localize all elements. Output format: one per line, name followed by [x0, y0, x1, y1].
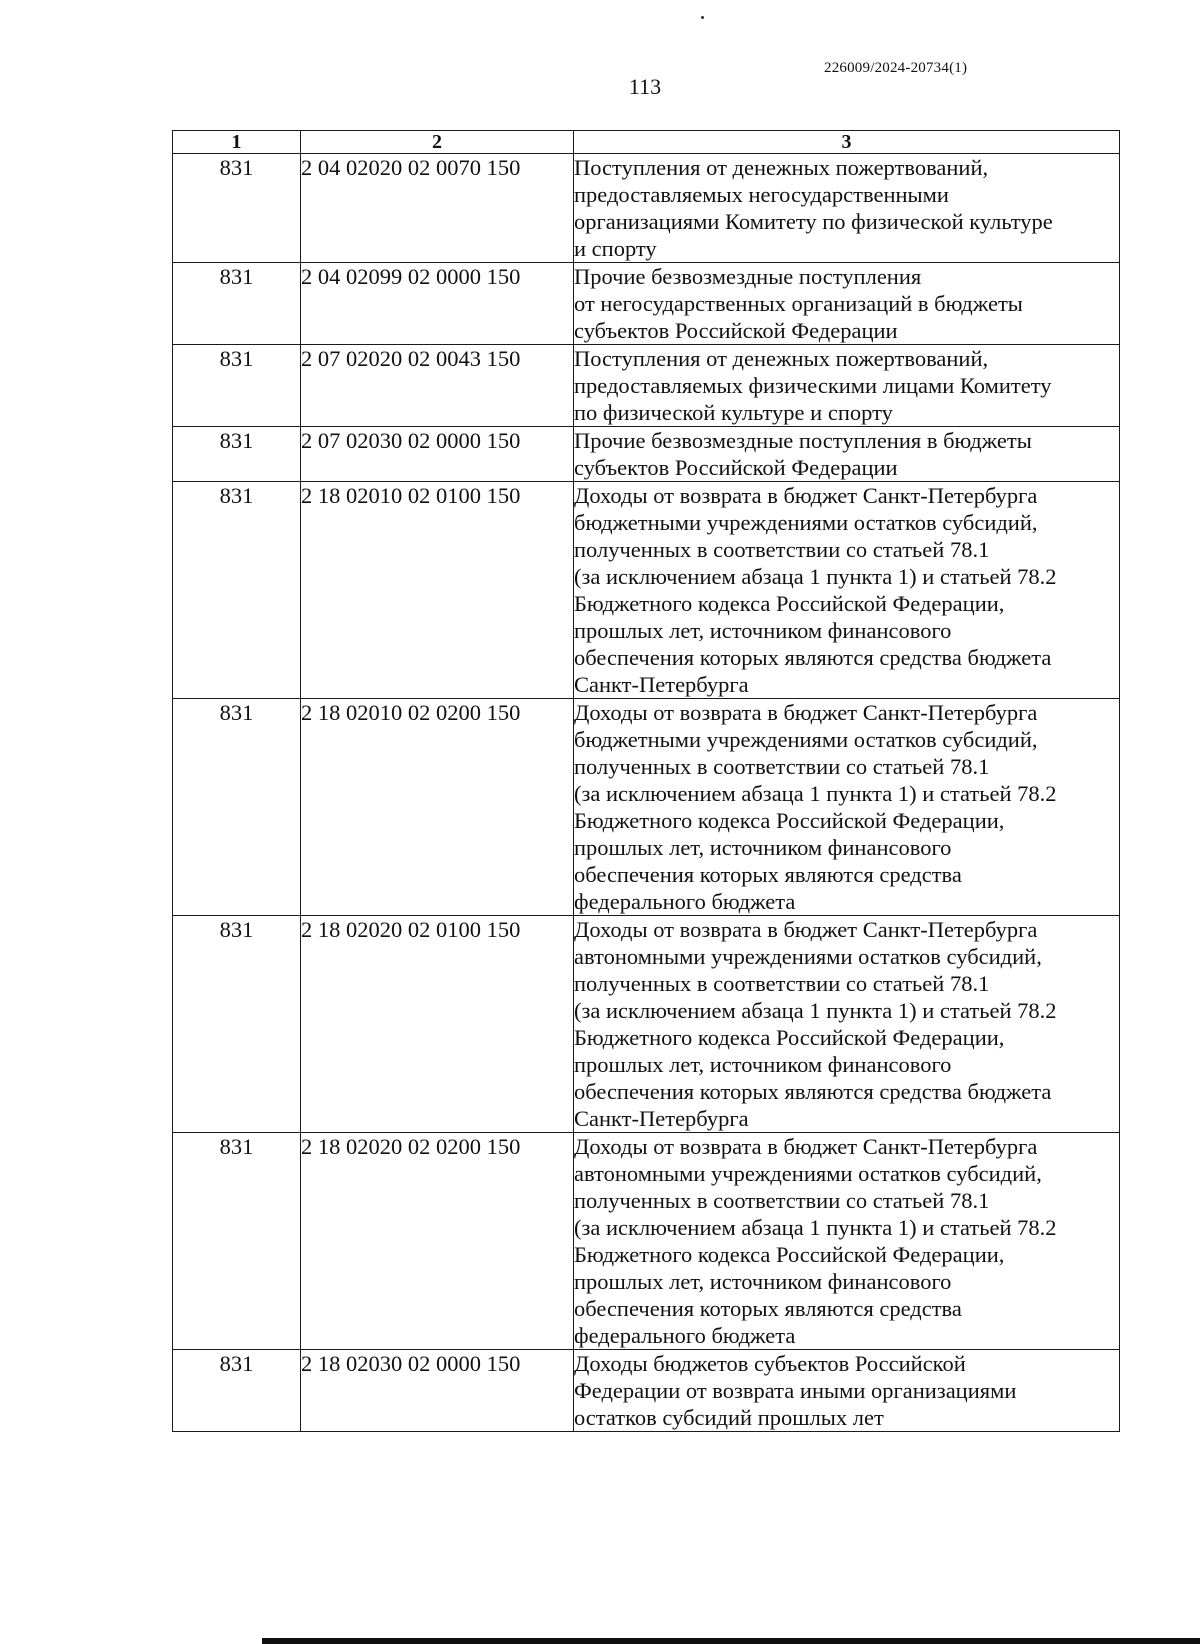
table-row [173, 154, 1120, 263]
description-cell [574, 699, 1120, 916]
description-line: полученных в соответствии со статьей 78.1 [574, 754, 990, 779]
column-header-3: 3 [574, 131, 1120, 154]
description-line: Поступления от денежных пожертвований, [574, 346, 989, 371]
admin-code-cell: 831 [173, 263, 301, 345]
table-row [173, 345, 1120, 427]
description-line: (за исключением абзаца 1 пункта 1) и статьей 78.2 [574, 1215, 1057, 1240]
table-row [173, 427, 1120, 482]
budget-code-cell: 2 18 02010 02 0200 150 [301, 699, 574, 916]
description-line: Бюджетного кодекса Российской Федерации, [574, 591, 1005, 616]
description-line: полученных в соответствии со статьей 78.1 [574, 971, 990, 996]
revenue-codes-table [172, 130, 1120, 1432]
table-row [173, 916, 1120, 1133]
description-line: Бюджетного кодекса Российской Федерации, [574, 1025, 1005, 1050]
admin-code-cell: 831 [173, 427, 301, 482]
scan-speck [701, 16, 704, 19]
description-line: прошлых лет, источником финансового [574, 1052, 952, 1077]
description-line: (за исключением абзаца 1 пункта 1) и статьей 78.2 [574, 998, 1057, 1023]
column-header-2: 2 [301, 131, 574, 154]
admin-code-cell: 831 [173, 154, 301, 263]
table-row [173, 1350, 1120, 1432]
admin-code-cell: 831 [173, 1133, 301, 1350]
description-line: Бюджетного кодекса Российской Федерации, [574, 1242, 1005, 1267]
description-line: обеспечения которых являются средства [574, 1296, 962, 1321]
budget-code-cell: 2 07 02020 02 0043 150 [301, 345, 574, 427]
budget-code-cell: 2 04 02099 02 0000 150 [301, 263, 574, 345]
document-id: 226009/2024-20734(1) [824, 60, 968, 76]
description-line: Доходы от возврата в бюджет Санкт-Петербурга [574, 917, 1038, 942]
budget-code-cell: 2 18 02020 02 0100 150 [301, 916, 574, 1133]
description-line: автономными учреждениями остатков субсидий, [574, 944, 1042, 969]
description-line: Санкт-Петербурга [574, 672, 749, 697]
description-line: автономными учреждениями остатков субсидий, [574, 1161, 1042, 1186]
description-cell [574, 263, 1120, 345]
description-line: субъектов Российской Федерации [574, 455, 898, 480]
description-line: Бюджетного кодекса Российской Федерации, [574, 808, 1005, 833]
description-line: по физической культуре и спорту [574, 400, 893, 425]
description-line: остатков субсидий прошлых лет [574, 1405, 884, 1430]
description-line: Поступления от денежных пожертвований, [574, 155, 989, 180]
description-cell [574, 427, 1120, 482]
budget-code-cell: 2 18 02010 02 0100 150 [301, 482, 574, 699]
description-line: прошлых лет, источником финансового [574, 835, 952, 860]
table-row [173, 1133, 1120, 1350]
description-line: обеспечения которых являются средства бюджета [574, 645, 1052, 670]
admin-code-cell: 831 [173, 482, 301, 699]
admin-code-cell: 831 [173, 345, 301, 427]
scan-edge-bar [262, 1638, 1200, 1644]
table-row [173, 699, 1120, 916]
description-line: (за исключением абзаца 1 пункта 1) и статьей 78.2 [574, 564, 1057, 589]
description-line: Прочие безвозмездные поступления в бюджеты [574, 428, 1032, 453]
description-cell [574, 482, 1120, 699]
description-line: федерального бюджета [574, 1323, 796, 1348]
description-line: полученных в соответствии со статьей 78.1 [574, 537, 990, 562]
description-line: Федерации от возврата иными организациями [574, 1378, 1017, 1403]
column-header-1: 1 [173, 131, 301, 154]
table-row [173, 482, 1120, 699]
admin-code-cell: 831 [173, 916, 301, 1133]
description-line: обеспечения которых являются средства [574, 862, 962, 887]
description-cell [574, 1350, 1120, 1432]
description-cell [574, 154, 1120, 263]
description-line: Доходы от возврата в бюджет Санкт-Петербурга [574, 700, 1038, 725]
description-line: от негосударственных организаций в бюджеты [574, 291, 1023, 316]
description-line: полученных в соответствии со статьей 78.1 [574, 1188, 990, 1213]
budget-code-cell: 2 18 02030 02 0000 150 [301, 1350, 574, 1432]
description-line: (за исключением абзаца 1 пункта 1) и статьей 78.2 [574, 781, 1057, 806]
description-line: Санкт-Петербурга [574, 1106, 749, 1131]
description-line: прошлых лет, источником финансового [574, 618, 952, 643]
description-cell [574, 345, 1120, 427]
description-line: федерального бюджета [574, 889, 796, 914]
description-line: организациями Комитету по физической культуре [574, 209, 1053, 234]
page-number: 113 [628, 74, 662, 99]
description-line: предоставляемых негосударственными [574, 182, 949, 207]
description-line: обеспечения которых являются средства бюджета [574, 1079, 1052, 1104]
admin-code-cell: 831 [173, 1350, 301, 1432]
table-row [173, 263, 1120, 345]
description-line: бюджетными учреждениями остатков субсидий, [574, 510, 1038, 535]
admin-code-cell: 831 [173, 699, 301, 916]
description-line: бюджетными учреждениями остатков субсидий, [574, 727, 1038, 752]
description-line: субъектов Российской Федерации [574, 318, 898, 343]
description-line: Доходы бюджетов субъектов Российской [574, 1351, 966, 1376]
description-line: и спорту [574, 236, 657, 261]
budget-code-cell: 2 18 02020 02 0200 150 [301, 1133, 574, 1350]
description-line: Доходы от возврата в бюджет Санкт-Петербурга [574, 483, 1038, 508]
description-cell [574, 1133, 1120, 1350]
table-body [173, 154, 1120, 1432]
budget-code-cell: 2 04 02020 02 0070 150 [301, 154, 574, 263]
description-line: предоставляемых физическими лицами Комитету [574, 373, 1052, 398]
description-cell [574, 916, 1120, 1133]
budget-code-cell: 2 07 02030 02 0000 150 [301, 427, 574, 482]
description-line: Прочие безвозмездные поступления [574, 264, 922, 289]
description-line: Доходы от возврата в бюджет Санкт-Петербурга [574, 1134, 1038, 1159]
table-header-row [173, 131, 1120, 154]
description-line: прошлых лет, источником финансового [574, 1269, 952, 1294]
